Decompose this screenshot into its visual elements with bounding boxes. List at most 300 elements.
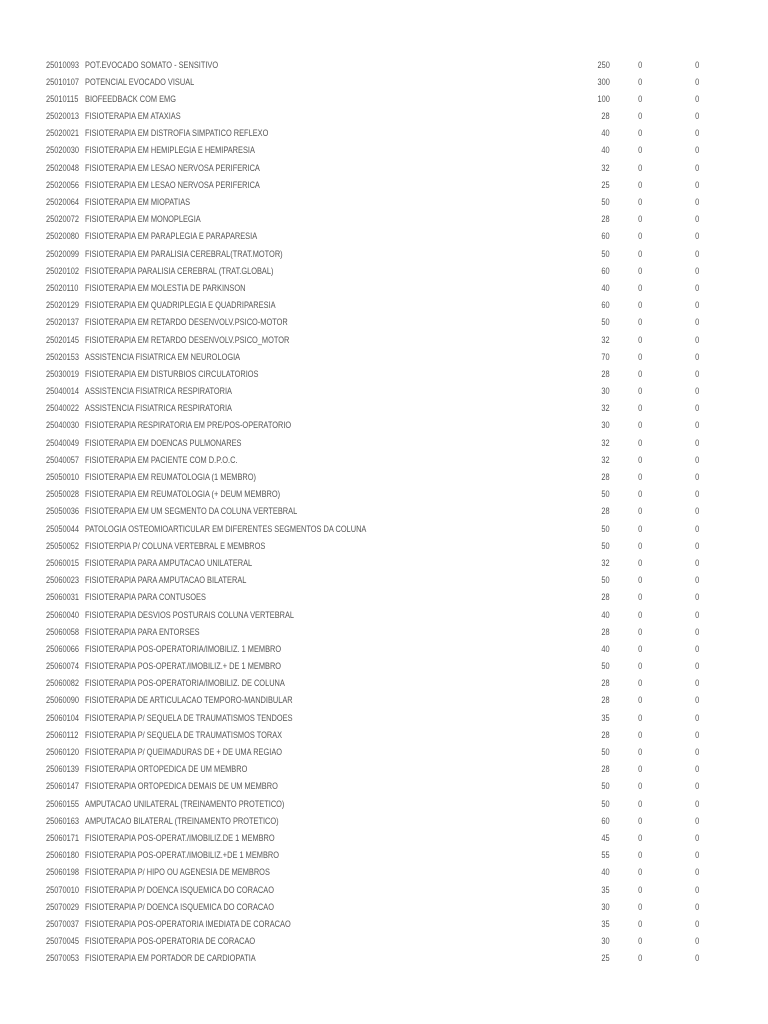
- procedure-value: [570, 641, 610, 658]
- value-column-2-text: 0: [637, 300, 642, 312]
- table-row: [0, 452, 768, 469]
- value-column-3: [679, 246, 699, 263]
- value-column-3: [679, 572, 699, 589]
- procedure-description: [85, 211, 505, 228]
- value-column-3: [679, 933, 699, 950]
- procedure-value-text: 40: [601, 128, 610, 140]
- procedure-code-text: 25060171: [46, 832, 79, 844]
- procedure-value: [570, 727, 610, 744]
- value-column-3-text: 0: [694, 798, 699, 810]
- procedure-description-text: FISIOTERAPIA EM PARAPLEGIA E PARAPARESIA: [85, 231, 258, 243]
- value-column-2-text: 0: [637, 609, 642, 621]
- procedure-description-text: FISIOTERAPIA POS-OPERATORIA/IMOBILIZ. DE COLUNA: [85, 678, 285, 690]
- procedure-description-text: FISIOTERAPIA EM RETARDO DESENVOLV.PSICO-MOTOR: [85, 317, 288, 329]
- value-column-2-text: 0: [637, 162, 642, 174]
- value-column-2: [622, 332, 642, 349]
- value-column-2-text: 0: [637, 265, 642, 277]
- procedure-description-text: AMPUTACAO BILATERAL (TREINAMENTO PROTETICO): [85, 815, 279, 827]
- procedure-description-text: FISIOTERAPIA POS-OPERAT./IMOBILIZ.DE 1 MEMBRO: [85, 832, 275, 844]
- procedure-value: [570, 538, 610, 555]
- procedure-value: [570, 692, 610, 709]
- procedure-code-text: 25050052: [46, 540, 79, 552]
- procedure-value: [570, 125, 610, 142]
- procedure-value-text: 50: [601, 248, 610, 260]
- value-column-2-text: 0: [637, 695, 642, 707]
- value-column-3: [679, 160, 699, 177]
- procedure-value: [570, 74, 610, 91]
- value-column-3-text: 0: [694, 781, 699, 793]
- procedure-value-text: 30: [601, 386, 610, 398]
- value-column-3-text: 0: [694, 884, 699, 896]
- procedure-description: [85, 572, 505, 589]
- procedure-description-text: FISIOTERAPIA RESPIRATORIA EM PRE/POS-OPERATORIO: [85, 420, 292, 432]
- procedure-code-text: 25020030: [46, 145, 79, 157]
- procedure-description-text: FISIOTERAPIA EM LESAO NERVOSA PERIFERICA: [85, 179, 260, 191]
- procedure-code-text: 25060074: [46, 661, 79, 673]
- procedure-value-text: 250: [597, 59, 610, 71]
- procedure-value: [570, 607, 610, 624]
- table-row: [0, 916, 768, 933]
- procedure-description-text: FISIOTERAPIA P/ DOENCA ISQUEMICA DO CORACAO: [85, 901, 274, 913]
- table-row: [0, 658, 768, 675]
- procedure-value: [570, 882, 610, 899]
- procedure-description-text: FISIOTERAPIA EM MIOPATIAS: [85, 197, 191, 208]
- procedure-value-text: 28: [601, 368, 610, 380]
- procedure-value-text: 50: [601, 661, 610, 673]
- procedure-value: [570, 486, 610, 503]
- value-column-3: [679, 211, 699, 228]
- procedure-description-text: FISIOTERAPIA PARA CONTUSOES: [85, 592, 206, 604]
- procedure-description: [85, 469, 505, 486]
- procedure-description: [85, 263, 505, 280]
- value-column-2: [622, 675, 642, 692]
- value-column-2-text: 0: [637, 557, 642, 569]
- value-column-3-text: 0: [694, 472, 699, 483]
- procedure-value-text: 300: [597, 76, 610, 88]
- procedure-value-text: 35: [601, 712, 610, 724]
- procedure-description: [85, 847, 505, 864]
- procedure-value: [570, 194, 610, 211]
- value-column-3: [679, 589, 699, 606]
- table-row: [0, 400, 768, 417]
- procedure-value: [570, 813, 610, 830]
- procedure-value-text: 32: [601, 162, 610, 174]
- procedure-value-text: 50: [601, 317, 610, 329]
- procedure-value-text: 50: [601, 489, 610, 501]
- procedure-code-text: 25020072: [46, 214, 79, 226]
- procedure-description: [85, 899, 505, 916]
- procedure-code-text: 25070037: [46, 918, 79, 930]
- value-column-3-text: 0: [694, 317, 699, 329]
- table-row: [0, 435, 768, 452]
- value-column-3-text: 0: [694, 747, 699, 758]
- procedure-description: [85, 383, 505, 400]
- value-column-3-text: 0: [694, 265, 699, 277]
- value-column-3-text: 0: [694, 179, 699, 191]
- procedure-description-text: FISIOTERAPIA P/ SEQUELA DE TRAUMATISMOS TORAX: [85, 729, 283, 741]
- procedure-code-text: 25060082: [46, 678, 79, 690]
- procedure-code-text: 25060058: [46, 626, 79, 638]
- procedure-description-text: FISIOTERAPIA POS-OPERATORIA IMEDIATA DE CORACAO: [85, 918, 291, 930]
- procedure-code-text: 25070045: [46, 936, 79, 948]
- procedure-description: [85, 228, 505, 245]
- value-column-2: [622, 692, 642, 709]
- procedure-description-text: FISIOTERAPIA EM PARALISIA CEREBRAL(TRAT.MOTOR): [85, 248, 283, 260]
- table-row: [0, 263, 768, 280]
- value-column-2-text: 0: [637, 867, 642, 879]
- value-column-3: [679, 177, 699, 194]
- value-column-2: [622, 400, 642, 417]
- procedure-code-text: 25070010: [46, 884, 79, 896]
- value-column-3-text: 0: [694, 764, 699, 776]
- value-column-3: [679, 916, 699, 933]
- value-column-2-text: 0: [637, 918, 642, 930]
- procedure-value: [570, 366, 610, 383]
- table-row: [0, 366, 768, 383]
- value-column-2: [622, 710, 642, 727]
- procedure-code-text: 25020013: [46, 111, 79, 123]
- value-column-3: [679, 607, 699, 624]
- value-column-3: [679, 761, 699, 778]
- value-column-3: [679, 366, 699, 383]
- procedure-value: [570, 503, 610, 520]
- value-column-2-text: 0: [637, 145, 642, 157]
- procedure-value-text: 32: [601, 334, 610, 346]
- table-row: [0, 349, 768, 366]
- procedure-value: [570, 761, 610, 778]
- value-column-3: [679, 658, 699, 675]
- procedure-description-text: FISIOTERAPIA EM HEMIPLEGIA E HEMIPARESIA: [85, 145, 255, 157]
- procedure-description: [85, 864, 505, 881]
- procedure-value-text: 50: [601, 798, 610, 810]
- value-column-2-text: 0: [637, 93, 642, 105]
- procedure-value-text: 70: [601, 351, 610, 363]
- procedure-value-text: 28: [601, 764, 610, 776]
- value-column-2: [622, 435, 642, 452]
- value-column-3: [679, 297, 699, 314]
- procedure-value: [570, 658, 610, 675]
- procedure-description: [85, 297, 505, 314]
- value-column-2: [622, 847, 642, 864]
- procedure-code-text: 25040049: [46, 437, 79, 449]
- procedure-description: [85, 435, 505, 452]
- procedure-description: [85, 555, 505, 572]
- value-column-2-text: 0: [637, 936, 642, 948]
- value-column-3-text: 0: [694, 128, 699, 140]
- table-row: [0, 572, 768, 589]
- procedure-value-text: 28: [601, 111, 610, 123]
- procedure-description-text: FISIOTERAPIA POS-OPERAT./IMOBILIZ.+DE 1 MEMBRO: [85, 850, 280, 862]
- procedure-description-text: PATOLOGIA OSTEOMIOARTICULAR EM DIFERENTES SEGMENTOS DA COLUNA: [85, 523, 367, 535]
- table-row: [0, 332, 768, 349]
- value-column-2: [622, 538, 642, 555]
- value-column-3-text: 0: [694, 592, 699, 604]
- value-column-2: [622, 452, 642, 469]
- table-row: [0, 211, 768, 228]
- procedure-description: [85, 882, 505, 899]
- value-column-2-text: 0: [637, 197, 642, 208]
- value-column-2-text: 0: [637, 454, 642, 466]
- value-column-2: [622, 297, 642, 314]
- value-column-2: [622, 246, 642, 263]
- procedure-value-text: 25: [601, 179, 610, 191]
- value-column-2: [622, 950, 642, 967]
- table-row: [0, 641, 768, 658]
- procedure-value: [570, 332, 610, 349]
- procedure-code-text: 25010093: [46, 59, 79, 71]
- value-column-2: [622, 572, 642, 589]
- procedure-code-text: 25060066: [46, 643, 79, 655]
- procedure-value-text: 50: [601, 197, 610, 208]
- value-column-3-text: 0: [694, 93, 699, 105]
- value-column-3-text: 0: [694, 248, 699, 260]
- value-column-3-text: 0: [694, 815, 699, 827]
- value-column-3: [679, 813, 699, 830]
- value-column-2: [622, 796, 642, 813]
- procedure-value: [570, 57, 610, 74]
- procedure-description-text: FISIOTERAPIA PARALISIA CEREBRAL (TRAT.GLOBAL): [85, 265, 274, 277]
- procedure-description-text: FISIOTERAPIA EM QUADRIPLEGIA E QUADRIPARESIA: [85, 300, 276, 312]
- procedure-value-text: 50: [601, 523, 610, 535]
- value-column-3-text: 0: [694, 300, 699, 312]
- value-column-2: [622, 314, 642, 331]
- procedure-description-text: POT.EVOCADO SOMATO - SENSITIVO: [85, 59, 219, 71]
- value-column-2-text: 0: [637, 764, 642, 776]
- procedure-value: [570, 899, 610, 916]
- procedure-code-text: 25060112: [46, 729, 79, 741]
- procedure-code-text: 25020056: [46, 179, 79, 191]
- procedure-code-text: 25050010: [46, 472, 79, 483]
- table-row: [0, 950, 768, 967]
- procedure-value: [570, 228, 610, 245]
- value-column-3: [679, 417, 699, 434]
- value-column-2: [622, 263, 642, 280]
- procedure-value-text: 40: [601, 609, 610, 621]
- table-row: [0, 177, 768, 194]
- value-column-2: [622, 469, 642, 486]
- value-column-2-text: 0: [637, 179, 642, 191]
- procedure-value: [570, 950, 610, 967]
- table-row: [0, 624, 768, 641]
- value-column-3-text: 0: [694, 575, 699, 587]
- value-column-3-text: 0: [694, 695, 699, 707]
- value-column-2: [622, 194, 642, 211]
- value-column-2-text: 0: [637, 815, 642, 827]
- value-column-3-text: 0: [694, 953, 699, 965]
- value-column-2: [622, 503, 642, 520]
- procedure-description-text: FISIOTERAPIA DE ARTICULACAO TEMPORO-MANDIBULAR: [85, 695, 293, 707]
- procedure-value: [570, 555, 610, 572]
- value-column-2: [622, 830, 642, 847]
- procedure-description: [85, 142, 505, 159]
- table-row: [0, 194, 768, 211]
- table-row: [0, 521, 768, 538]
- table-row: [0, 228, 768, 245]
- procedure-description: [85, 538, 505, 555]
- procedure-description: [85, 727, 505, 744]
- procedure-code-text: 25020064: [46, 197, 79, 208]
- procedure-code-text: 25010115: [46, 93, 79, 105]
- value-column-3: [679, 228, 699, 245]
- value-column-2: [622, 486, 642, 503]
- procedure-description: [85, 332, 505, 349]
- table-row: [0, 675, 768, 692]
- value-column-3-text: 0: [694, 540, 699, 552]
- value-column-2: [622, 744, 642, 761]
- value-column-2: [622, 160, 642, 177]
- procedure-value: [570, 108, 610, 125]
- value-column-3: [679, 692, 699, 709]
- procedure-value: [570, 469, 610, 486]
- value-column-3-text: 0: [694, 901, 699, 913]
- procedure-value-text: 28: [601, 592, 610, 604]
- table-row: [0, 417, 768, 434]
- procedure-description: [85, 675, 505, 692]
- table-row: [0, 933, 768, 950]
- procedure-value: [570, 572, 610, 589]
- value-column-3: [679, 641, 699, 658]
- value-column-2-text: 0: [637, 489, 642, 501]
- procedure-value-text: 45: [601, 832, 610, 844]
- value-column-2-text: 0: [637, 248, 642, 260]
- value-column-2-text: 0: [637, 626, 642, 638]
- value-column-3: [679, 486, 699, 503]
- value-column-2: [622, 366, 642, 383]
- procedure-description-text: FISIOTERAPIA PARA ENTORSES: [85, 626, 200, 638]
- value-column-2-text: 0: [637, 661, 642, 673]
- table-row: [0, 91, 768, 108]
- procedure-value: [570, 314, 610, 331]
- procedure-description: [85, 349, 505, 366]
- procedure-description: [85, 366, 505, 383]
- procedure-value: [570, 830, 610, 847]
- value-column-3: [679, 727, 699, 744]
- value-column-2-text: 0: [637, 798, 642, 810]
- procedure-code-text: 25060155: [46, 798, 79, 810]
- value-column-3-text: 0: [694, 489, 699, 501]
- procedure-value-text: 40: [601, 643, 610, 655]
- procedure-code-text: 25060031: [46, 592, 79, 604]
- value-column-3-text: 0: [694, 76, 699, 88]
- procedure-value-text: 50: [601, 575, 610, 587]
- procedure-value-text: 40: [601, 867, 610, 879]
- procedure-value-text: 28: [601, 472, 610, 483]
- procedure-description: [85, 57, 505, 74]
- procedure-description-text: FISIOTERAPIA POS-OPERATORIA/IMOBILIZ. 1 MEMBRO: [85, 643, 282, 655]
- procedure-code-text: 25060120: [46, 747, 79, 758]
- table-row: [0, 864, 768, 881]
- procedure-value-text: 60: [601, 815, 610, 827]
- procedure-code-text: 25020153: [46, 351, 79, 363]
- value-column-2-text: 0: [637, 231, 642, 243]
- procedure-code-text: 25060163: [46, 815, 79, 827]
- table-row: [0, 142, 768, 159]
- value-column-3: [679, 469, 699, 486]
- value-column-3-text: 0: [694, 867, 699, 879]
- procedure-description: [85, 624, 505, 641]
- procedure-code-text: 25020145: [46, 334, 79, 346]
- procedure-description: [85, 452, 505, 469]
- value-column-3: [679, 624, 699, 641]
- table-row: [0, 503, 768, 520]
- value-column-3-text: 0: [694, 712, 699, 724]
- table-row: [0, 744, 768, 761]
- procedure-value-text: 30: [601, 420, 610, 432]
- table-row: [0, 57, 768, 74]
- procedure-description-text: FISIOTERAPIA PARA AMPUTACAO BILATERAL: [85, 575, 247, 587]
- value-column-2-text: 0: [637, 317, 642, 329]
- value-column-3: [679, 108, 699, 125]
- procedure-description: [85, 692, 505, 709]
- procedure-description: [85, 950, 505, 967]
- procedure-description: [85, 125, 505, 142]
- procedure-code-text: 25060104: [46, 712, 79, 724]
- value-column-2-text: 0: [637, 351, 642, 363]
- procedure-code-text: 25060139: [46, 764, 79, 776]
- table-row: [0, 108, 768, 125]
- value-column-3: [679, 314, 699, 331]
- procedure-description: [85, 761, 505, 778]
- value-column-3: [679, 864, 699, 881]
- procedure-description: [85, 194, 505, 211]
- value-column-2-text: 0: [637, 437, 642, 449]
- value-column-2-text: 0: [637, 76, 642, 88]
- procedure-value-text: 35: [601, 918, 610, 930]
- procedure-value: [570, 933, 610, 950]
- value-column-3-text: 0: [694, 626, 699, 638]
- procedure-code-text: 25070029: [46, 901, 79, 913]
- value-column-3: [679, 91, 699, 108]
- value-column-2: [622, 658, 642, 675]
- procedure-value-text: 55: [601, 850, 610, 862]
- table-row: [0, 899, 768, 916]
- procedure-value-text: 50: [601, 781, 610, 793]
- table-row: [0, 74, 768, 91]
- procedure-description-text: FISIOTERAPIA EM LESAO NERVOSA PERIFERICA: [85, 162, 260, 174]
- value-column-3-text: 0: [694, 454, 699, 466]
- value-column-2: [622, 933, 642, 950]
- procedure-code-text: 25060090: [46, 695, 79, 707]
- value-column-3: [679, 950, 699, 967]
- value-column-2-text: 0: [637, 712, 642, 724]
- procedure-description: [85, 658, 505, 675]
- procedure-description-text: FISIOTERAPIA EM ATAXIAS: [85, 111, 181, 123]
- procedure-code-text: 25020137: [46, 317, 79, 329]
- procedure-value-text: 25: [601, 953, 610, 965]
- value-column-2: [622, 125, 642, 142]
- value-column-2: [622, 555, 642, 572]
- procedure-value: [570, 297, 610, 314]
- value-column-3: [679, 796, 699, 813]
- value-column-3: [679, 74, 699, 91]
- value-column-3-text: 0: [694, 145, 699, 157]
- value-column-2-text: 0: [637, 506, 642, 518]
- procedure-value: [570, 796, 610, 813]
- value-column-3-text: 0: [694, 609, 699, 621]
- table-row: [0, 280, 768, 297]
- procedure-description-text: FISIOTERAPIA EM DISTROFIA SIMPATICO REFLEXO: [85, 128, 269, 140]
- procedure-description: [85, 314, 505, 331]
- value-column-3-text: 0: [694, 437, 699, 449]
- value-column-3: [679, 521, 699, 538]
- procedure-value-text: 40: [601, 282, 610, 294]
- procedure-description: [85, 778, 505, 795]
- value-column-3: [679, 125, 699, 142]
- value-column-2-text: 0: [637, 901, 642, 913]
- procedure-code-text: 25050028: [46, 489, 79, 501]
- value-column-3: [679, 400, 699, 417]
- table-row: [0, 589, 768, 606]
